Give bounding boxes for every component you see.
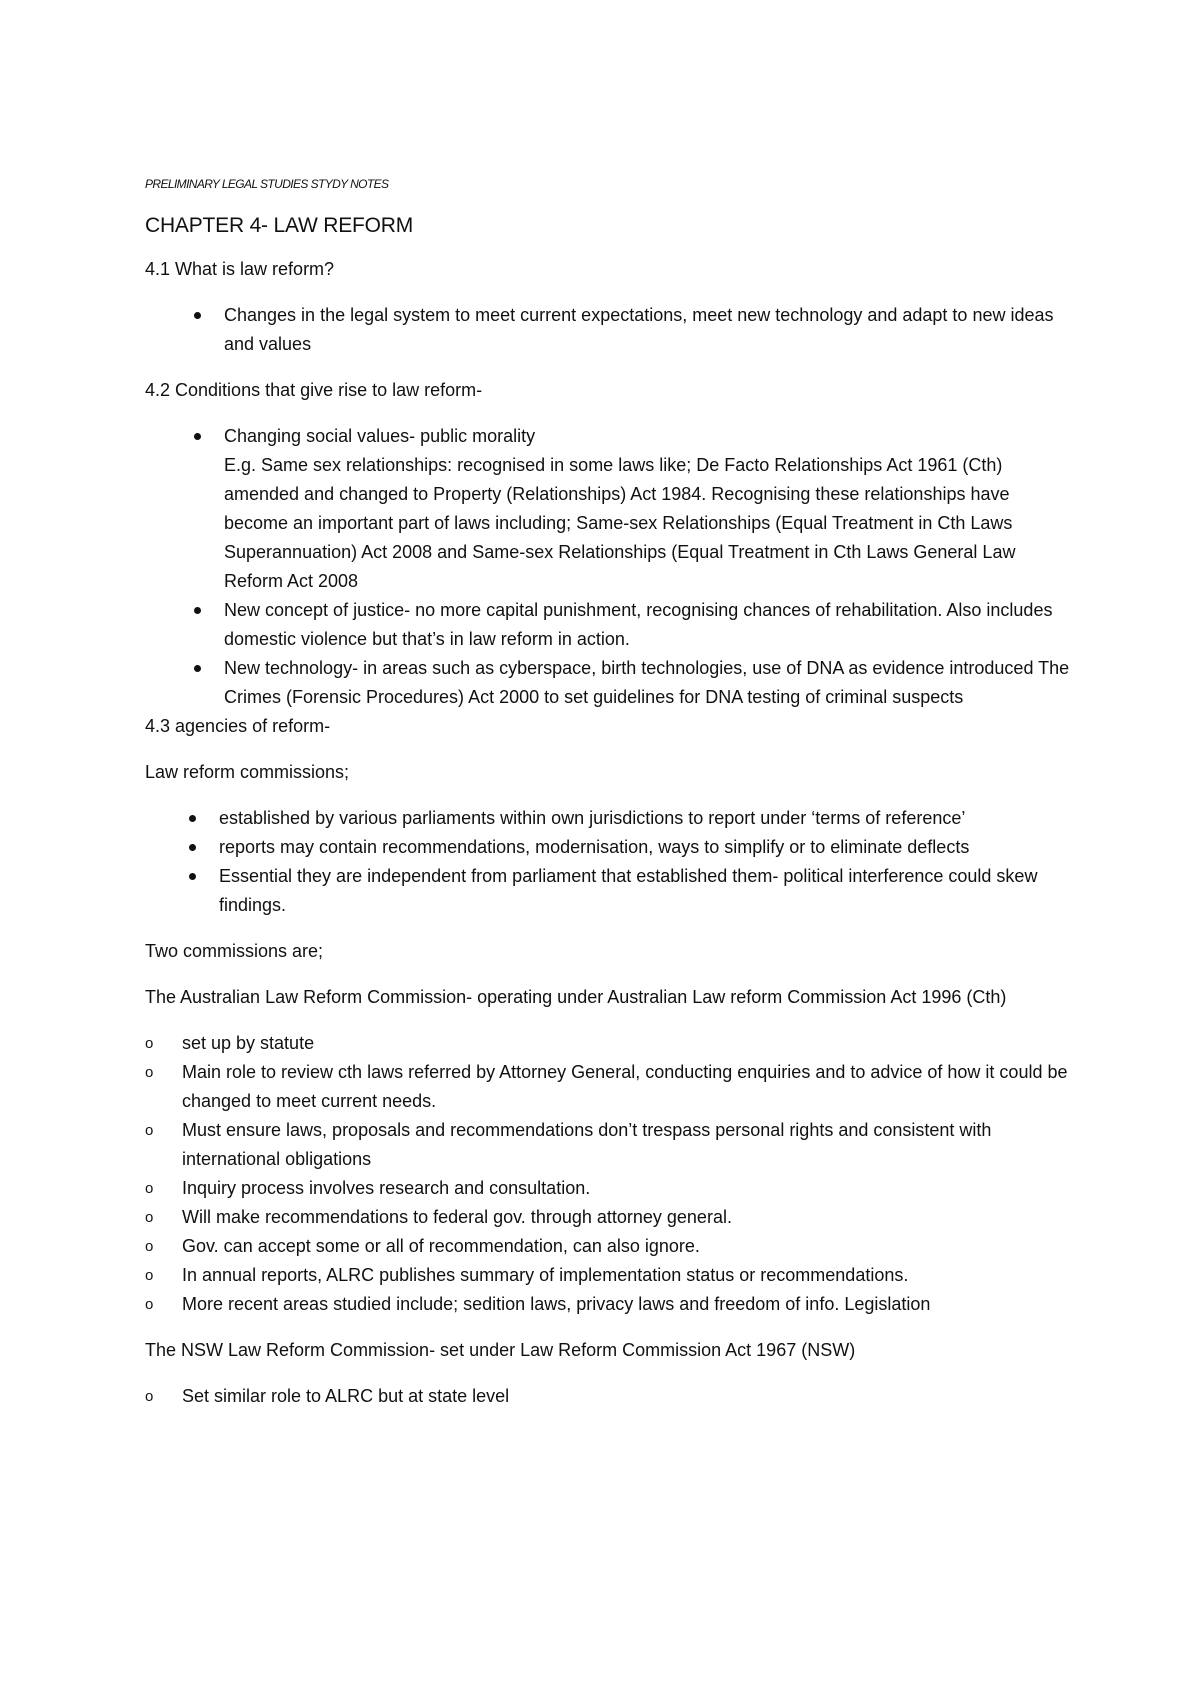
list-item-detail: E.g. Same sex relationships: recognised in some laws like; De Facto Relationships Act 1961 (Cth) amended and changed to Property (Relationships) Act 1984. Recognising these relationships have become an important part of laws including; Same-sex Relationships (Equal Treatment in Cth Laws Superannuation) Act 2008 and Same-sex Relationships (Equal Treatment in Cth Laws General Law Reform Act 2008 bbox=[224, 455, 1016, 591]
bullet-marker bbox=[187, 301, 207, 330]
list-item-text: Gov. can accept some or all of recommendation, can also ignore. bbox=[182, 1236, 700, 1256]
list-item-text: reports may contain recommendations, modernisation, ways to simplify or to eliminate deflects bbox=[219, 837, 970, 857]
bullet-dot-icon bbox=[194, 433, 201, 440]
nswlrc-list bbox=[145, 1382, 1075, 1411]
list-item bbox=[145, 1203, 1075, 1232]
list-item bbox=[145, 1029, 1075, 1058]
running-header: PRELIMINARY LEGAL STUDIES STYDY NOTES bbox=[145, 177, 389, 191]
list-item-text: Essential they are independent from parliament that established them- political interference could skew findings. bbox=[219, 866, 1038, 915]
section-4-3-bullets bbox=[145, 804, 1075, 920]
list-item bbox=[145, 1058, 1075, 1116]
subheading-law-reform-commissions: Law reform commissions; bbox=[145, 762, 350, 782]
circle-bullet-icon: o bbox=[145, 1267, 154, 1284]
list-item-text: Changes in the legal system to meet current expectations, meet new technology and adapt to new ideas and values bbox=[224, 305, 1054, 354]
list-item bbox=[145, 596, 1075, 654]
section-4-1-bullets bbox=[145, 301, 1075, 359]
list-item-text: Set similar role to ALRC but at state level bbox=[182, 1386, 510, 1406]
list-item bbox=[145, 422, 1075, 596]
chapter-title: CHAPTER 4- LAW REFORM bbox=[145, 214, 414, 237]
nswlrc-intro: The NSW Law Reform Commission- set under Law Reform Commission Act 1967 (NSW) bbox=[145, 1340, 856, 1360]
bullet-dot-icon bbox=[194, 665, 201, 672]
list-item bbox=[145, 1174, 1075, 1203]
bullet-dot-icon bbox=[194, 607, 201, 614]
list-item-text: Will make recommendations to federal gov. through attorney general. bbox=[182, 1207, 732, 1227]
section-heading-4-3: 4.3 agencies of reform- bbox=[145, 716, 331, 736]
bullet-marker bbox=[187, 596, 207, 625]
list-item bbox=[145, 1382, 1075, 1411]
bullet-marker bbox=[182, 804, 202, 833]
alrc-list bbox=[145, 1029, 1075, 1319]
list-item bbox=[145, 1290, 1075, 1319]
list-item bbox=[145, 1232, 1075, 1261]
section-heading-4-2: 4.2 Conditions that give rise to law reform- bbox=[145, 380, 483, 400]
list-item bbox=[145, 862, 1075, 920]
bullet-marker bbox=[182, 862, 202, 891]
list-item-text: In annual reports, ALRC publishes summary of implementation status or recommendations. bbox=[182, 1265, 909, 1285]
bullet-dot-icon bbox=[189, 873, 196, 880]
bullet-marker bbox=[182, 833, 202, 862]
bullet-marker bbox=[187, 654, 207, 683]
alrc-intro: The Australian Law Reform Commission- operating under Australian Law reform Commission Act 1996 (Cth) bbox=[145, 987, 1007, 1007]
list-item bbox=[145, 301, 1075, 359]
list-item-text: New technology- in areas such as cyberspace, birth technologies, use of DNA as evidence introduced The Crimes (Forensic Procedures) Act 2000 to set guidelines for DNA testing of criminal suspects bbox=[224, 658, 1070, 707]
circle-bullet-icon: o bbox=[145, 1180, 154, 1197]
list-item bbox=[145, 833, 1075, 862]
two-commissions-label: Two commissions are; bbox=[145, 941, 324, 961]
list-item bbox=[145, 1116, 1075, 1174]
bullet-dot-icon bbox=[189, 844, 196, 851]
list-item-title: Changing social values- public morality bbox=[224, 426, 536, 446]
bullet-dot-icon bbox=[189, 815, 196, 822]
list-item bbox=[145, 804, 1075, 833]
list-item-text: Must ensure laws, proposals and recommendations don’t trespass personal rights and consistent with international obligations bbox=[182, 1120, 992, 1169]
circle-bullet-icon: o bbox=[145, 1209, 154, 1226]
list-item-text: More recent areas studied include; sedition laws, privacy laws and freedom of info. Legislation bbox=[182, 1294, 931, 1314]
list-item bbox=[145, 654, 1075, 712]
list-item bbox=[145, 1261, 1075, 1290]
circle-bullet-icon: o bbox=[145, 1296, 154, 1313]
section-4-2-bullets bbox=[145, 422, 1075, 712]
list-item-text: Main role to review cth laws referred by Attorney General, conducting enquiries and to advice of how it could be changed to meet current needs. bbox=[182, 1062, 1068, 1111]
circle-bullet-icon: o bbox=[145, 1122, 154, 1139]
list-item-text: established by various parliaments within own jurisdictions to report under ‘terms of reference’ bbox=[219, 808, 966, 828]
circle-bullet-icon: o bbox=[145, 1035, 154, 1052]
list-item-text: New concept of justice- no more capital punishment, recognising chances of rehabilitation. Also includes domestic violence but that’s in law reform in action. bbox=[224, 600, 1053, 649]
circle-bullet-icon: o bbox=[145, 1064, 154, 1081]
circle-bullet-icon: o bbox=[145, 1238, 154, 1255]
bullet-marker bbox=[187, 422, 207, 451]
circle-bullet-icon: o bbox=[145, 1388, 154, 1405]
document-body bbox=[145, 176, 1075, 1428]
bullet-dot-icon bbox=[194, 312, 201, 319]
section-heading-4-1: 4.1 What is law reform? bbox=[145, 259, 335, 279]
list-item-text: set up by statute bbox=[182, 1033, 315, 1053]
list-item-text: Inquiry process involves research and consultation. bbox=[182, 1178, 591, 1198]
